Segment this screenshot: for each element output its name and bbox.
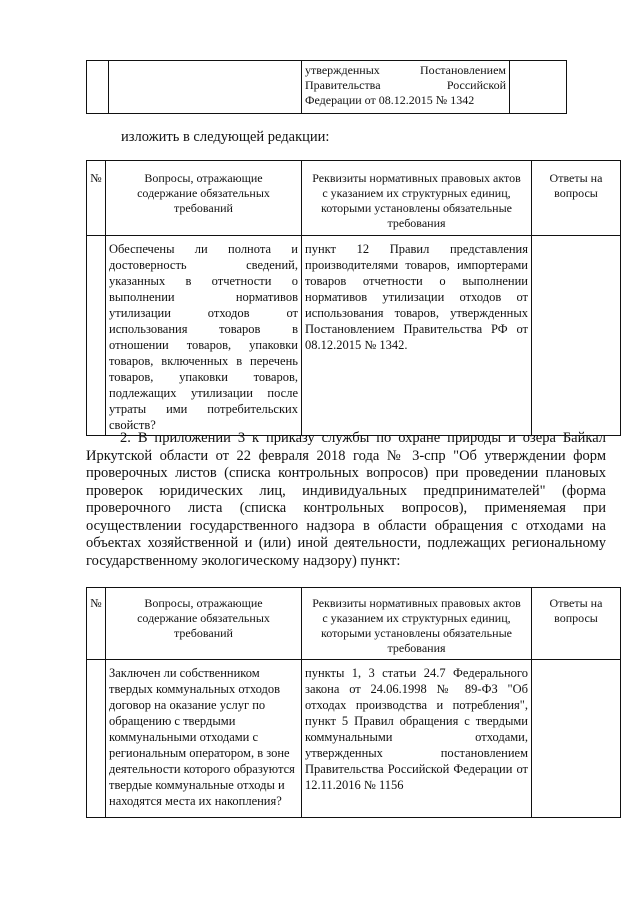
requisites-line: утвержденных Постановлением — [305, 63, 506, 77]
row-answer — [532, 660, 621, 818]
header-answers: Ответы на вопросы — [532, 588, 621, 660]
table-cell — [510, 61, 567, 114]
continuation-table — [86, 60, 567, 114]
header-num: № — [87, 588, 106, 660]
row-num — [87, 660, 106, 818]
row-answer — [532, 236, 621, 436]
requisites-cell — [302, 61, 510, 114]
table-cell — [87, 61, 109, 114]
intro-text: изложить в следующей редакции: — [121, 129, 330, 145]
paragraph-2: 2. В приложении 3 к приказу службы по охране природы и озера Байкал Иркутской области от 22 февраля 2018 года № 3-спр "Об утверждении форм проверочных листов (списка контрольных вопросов) при проведении плановых проверок юридических лиц, индивидуальных предпринимателей" (форма проверочного листа (списка контрольных вопросов), применяемая при осуществлении государственного надзора в области обращения с отходами на объектах хозяйственной и (или) иной деятельности, подлежащих региональному государственному экологическому надзору) пункт: — [86, 430, 606, 569]
requisites-line: Правительства Российской — [305, 78, 506, 92]
requisites-line: Федерации от 08.12.2015 № 1342 — [305, 93, 475, 107]
requirements-table-1 — [86, 160, 621, 436]
row-requisites: пункт 12 Правил представления производителями товаров, импортерами товаров отчетности о выполнении нормативов утилизации отходов от использования товаров, утвержденных Постановлением Правительства РФ от 08.12.2015 № 1342. — [302, 236, 532, 436]
header-questions: Вопросы, отражающие содержание обязательных требований — [106, 161, 302, 236]
row-question: Заключен ли собственником твердых коммунальных отходов договор на оказание услуг по обращению с твердыми коммунальными отходами с региональным оператором, в зоне деятельности которого образуются твердые коммунальные отходы и находятся места их накопления? — [106, 660, 302, 818]
header-requisites: Реквизиты нормативных правовых актов с указанием их структурных единиц, которыми установлены обязательные требования — [302, 588, 532, 660]
header-requisites: Реквизиты нормативных правовых актов с указанием их структурных единиц, которыми установлены обязательные требования — [302, 161, 532, 236]
requirements-table-2 — [86, 587, 621, 818]
table-cell — [109, 61, 302, 114]
header-answers: Ответы на вопросы — [532, 161, 621, 236]
row-num — [87, 236, 106, 436]
row-question: Обеспечены ли полнота и достоверность сведений, указанных в отчетности о выполнении нормативов утилизации отходов от использования товаров в отношении товаров, упаковки товаров, включенных в перечень товаров, упаковки товаров, подлежащих утилизации после утраты ими потребительских свойств? — [106, 236, 302, 436]
header-questions: Вопросы, отражающие содержание обязательных требований — [106, 588, 302, 660]
header-num: № — [87, 161, 106, 236]
row-requisites: пункты 1, 3 статьи 24.7 Федерального закона от 24.06.1998 № 89-ФЗ "Об отходах производства и потребления", пункт 5 Правил обращения с твердыми коммунальными отходами, утвержденных постановлением Правительства Российской Федерации от 12.11.2016 № 1156 — [302, 660, 532, 818]
